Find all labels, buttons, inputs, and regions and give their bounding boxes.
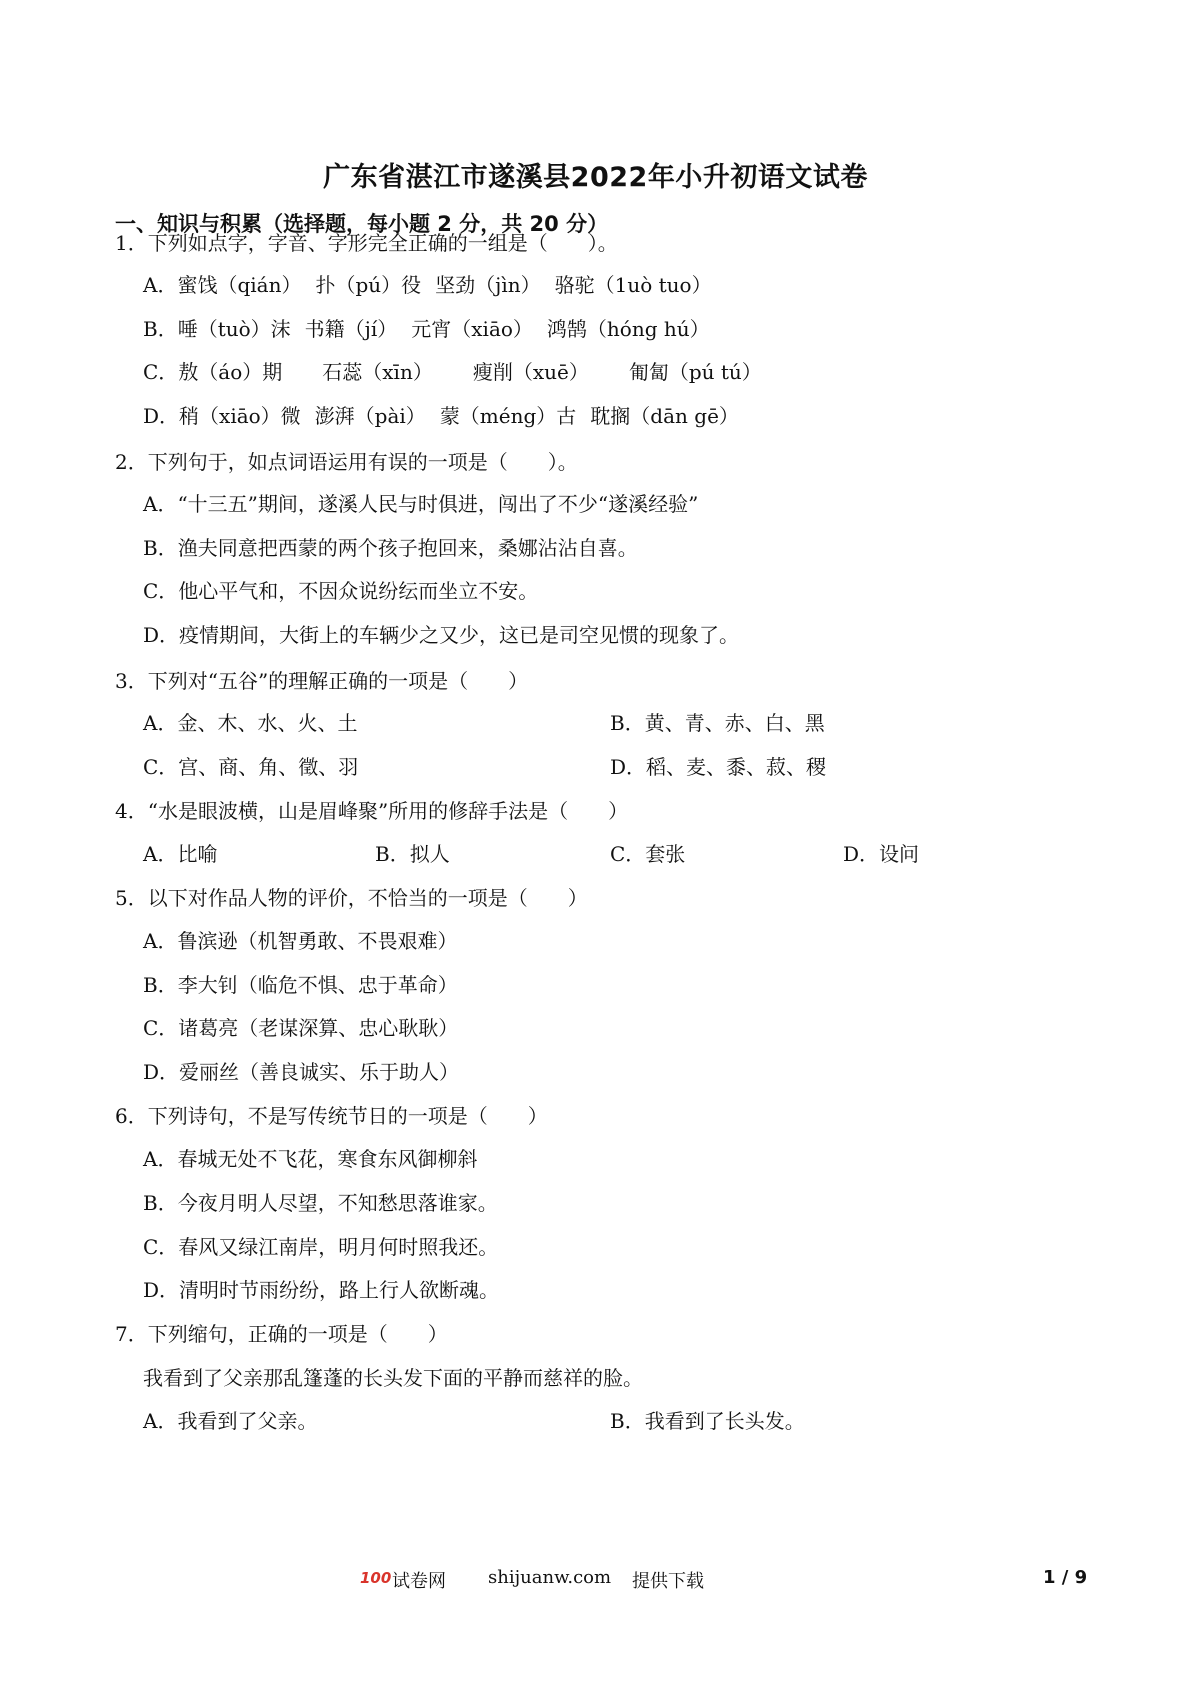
question-3-option-b: B．黄、青、赤、白、黑	[610, 711, 825, 735]
question-4-stem: 4．“水是眼波横，山是眉峰聚”所用的修辞手法是（ ）	[115, 799, 629, 823]
page-number: 1 / 9	[1043, 1567, 1088, 1588]
question-2-option-a: A．“十三五”期间，遂溪人民与时俱进，闯出了不少“遂溪经验”	[143, 492, 699, 516]
question-2-option-c: C．他心平气和，不因众说纷纭而坐立不安。	[143, 579, 539, 603]
question-7-sentence: 我看到了父亲那乱篷蓬的长头发下面的平静而慈祥的脸。	[143, 1366, 643, 1390]
question-6-option-d: D．清明时节雨纷纷，路上行人欲断魂。	[143, 1278, 500, 1302]
question-6-option-b: B．今夜月明人尽望，不知愁思落谁家。	[143, 1191, 498, 1215]
question-7-option-a: A．我看到了父亲。	[143, 1409, 318, 1433]
site-logo: 100	[360, 1569, 392, 1587]
question-1-option-a: A．蜜饯（qián） 扑（pú）役 坚劲（jìn） 骆驼（1uò tuo）	[143, 273, 712, 297]
question-5-option-c: C．诸葛亮（老谋深算、忠心耿耿）	[143, 1016, 459, 1040]
question-4-option-b: B．拟人	[375, 842, 450, 866]
question-5-option-d: D．爱丽丝（善良诚实、乐于助人）	[143, 1060, 460, 1084]
question-2-stem: 2．下列句于，如点词语运用有误的一项是（ ）。	[115, 450, 578, 474]
question-1-option-b: B．唾（tuò）沫 书籍（jí） 元宵（xiāo） 鸿鹄（hóng hú）	[143, 317, 710, 341]
question-5-option-a: A．鲁滨逊（机智勇敢、不畏艰难）	[143, 929, 458, 953]
question-3-stem: 3．下列对“五谷”的理解正确的一项是（ ）	[115, 669, 529, 693]
question-5-stem: 5．以下对作品人物的评价，不恰当的一项是（ ）	[115, 886, 588, 910]
footer-offer: 提供下载	[632, 1571, 704, 1592]
question-3-option-c: C．宫、商、角、徵、羽	[143, 755, 359, 779]
question-2-option-b: B．渔夫同意把西蒙的两个孩子抱回来，桑娜沾沾自喜。	[143, 536, 638, 560]
page-title: 广东省湛江市遂溪县2022年小升初语文试卷	[323, 162, 868, 193]
question-6-option-a: A．春城无处不飞花，寒食东风御柳斜	[143, 1147, 478, 1171]
question-6-option-c: C．春风又绿江南岸，明月何时照我还。	[143, 1235, 499, 1259]
question-4-option-d: D．设问	[843, 842, 920, 866]
question-4-option-c: C．套张	[610, 842, 686, 866]
question-6-stem: 6．下列诗句，不是写传统节日的一项是（ ）	[115, 1104, 548, 1128]
page-footer	[0, 1567, 1191, 1597]
footer-site-name: 试卷网	[392, 1571, 446, 1592]
question-3-option-d: D．稻、麦、黍、菽、稷	[610, 755, 827, 779]
question-7-stem: 7．下列缩句，正确的一项是（ ）	[115, 1322, 448, 1346]
question-2-option-d: D．疫情期间，大街上的车辆少之又少，这已是司空见惯的现象了。	[143, 623, 740, 647]
section-heading: 一、知识与积累（选择题，每小题 2 分，共 20 分）	[115, 212, 609, 236]
question-1-option-d: D．稍（xiāo）微 澎湃（pài） 蒙（méng）古 耽搁（dān gē）	[143, 404, 739, 428]
footer-url[interactable]: shijuanw.com	[488, 1567, 612, 1588]
question-5-option-b: B．李大钊（临危不惧、忠于革命）	[143, 973, 458, 997]
question-3-option-a: A．金、木、水、火、土	[143, 711, 358, 735]
question-7-option-b: B．我看到了长头发。	[610, 1409, 805, 1433]
question-1-option-c: C．敖（áo）期 石蕊（xīn） 瘦削（xuē） 匍匐（pú tú）	[143, 360, 762, 384]
question-4-option-a: A．比喻	[143, 842, 218, 866]
question-1-stem: 1．下列如点字，字音、字形完全正确的一组是（ ）。	[115, 231, 618, 255]
